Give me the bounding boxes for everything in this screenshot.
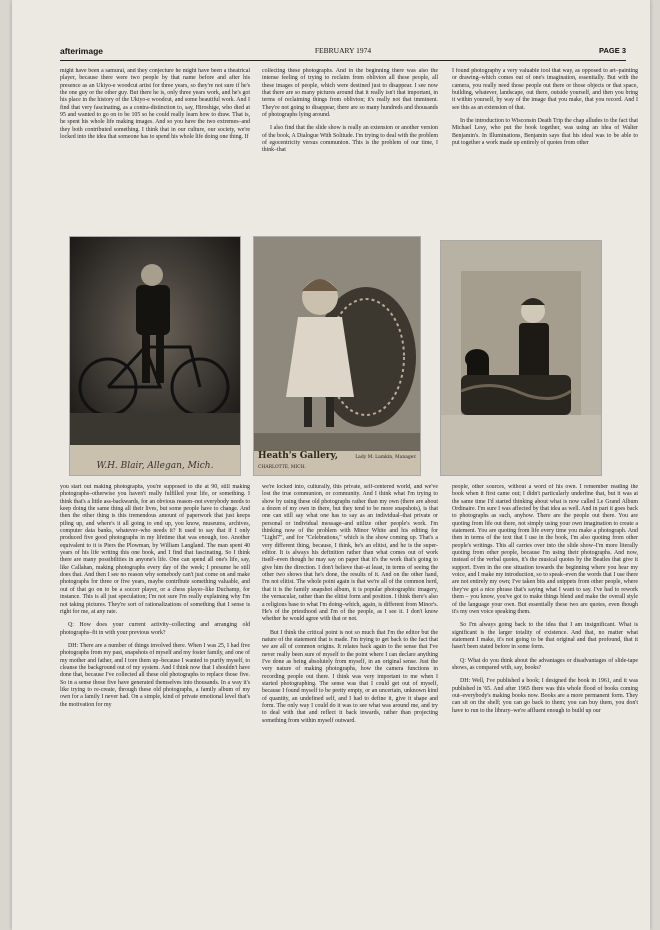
masthead-logo: afterimage <box>60 46 103 56</box>
girl-chair-image <box>254 237 420 451</box>
top-column-1 <box>60 68 250 226</box>
photographer-signature: W.H. Blair, Allegan, Mich. <box>96 461 214 471</box>
studio-name: Heath's Gallery, <box>258 451 339 461</box>
paragraph: But I think the critical point is not so much that I'm the editor but the nature of the statement that is made. I'm trying to get back to the fact that we are all of common origins. It relates back again to the sense that I've never really been sure of myself to the point where I can declare anything I've done as being absolutely from myself, in an original sense. Just the very nature of making photographs, how the camera functions in recording people out there. I think was very important to me when I started photographing. The sense was that I could get out of myself, because I found myself to be pretty empty, or an uncertain, unknown kind of quantity, an undefined self, and I had to define it, give it shape and form. The only way I could do it was to see what was around me, and try to deal with that and reflect it back inwards, rather than projecting something from within myself outward. <box>262 629 438 724</box>
magazine-page <box>12 0 650 930</box>
paragraph: Q: What do you think about the advantages or disadvantages of slide-tape shows, as compared with, say, books? <box>452 657 638 671</box>
photo-print <box>70 237 240 445</box>
photo-print <box>254 237 420 451</box>
page-number: PAGE 3 <box>599 46 626 55</box>
paragraph: DH: Well, I've published a book; I designed the book in 1961, and it was published in '65. And after 1965 there was this whole flood of books coming out–everybody's making books now. Books are a more permanent form. They can sit on the shelf; you can go back to them; you can buy them, you don't have to run to the library–we're affluent enough to build up our <box>452 678 638 714</box>
paragraph: we're locked into, culturally, this private, self-centered world, and we've lost the true communion, or community. And I think what I'm trying to show by using these old photographs rather than my own (there are about a dozen of my own in there, but they tend to be more snapshots), is that one can still say what one has to say as an individual–that private or personal or individual message–and utilize other people's work. I'm thinking now of the problem with Minor White and his editing for "Light7", and for "Celebrations," which is the show coming up. That's a very different thing, because, I think, he's an elitist, and he is the super-editor. It is always his definition rather than what comes out of work itself–even though he may say on paper that it's the work that's going to give him the direction. I don't believe that–at least, in terms of seeing the other two shows that he's done, the results of it. And on the other hand, I'm not elitist. The whole point again is that we're all of the common herd, that it is the family snapshot album, it is popular photographic imagery, the vernacular, rather than the elitist form and position. I think there's also a religious base to what I'm doing–which, again, is different from Minor's. He's of the priesthood and I'm of the people, as I see it. I don't know whether he would agree with that or not. <box>262 484 438 623</box>
paragraph: Q: How does your current activity–collecting and arranging old photographs–fit in with your previous work? <box>60 622 250 636</box>
bottom-column-2 <box>262 484 438 894</box>
paragraph: you start out making photographs, you're supposed to die at 90, still making photographs–otherwise you haven't really fulfilled your life, or something. I think that's a little ass-backwards, for an obvious reason–not everybody needs to keep doing the same thing all their lives, but some people have to change. And then the other thing is this tremendous amount of paperwork that just keeps piling up, and where's it all going to end up, you know, museums, archives, computer data banks, whatever–who needs it? It used to say that if I only produced five good photographs in my lifetime that was enough, too. Another equivalent to it is Piers the Plowman, by William Langland. The man spent 40 years of his life writing this one book, and I find that fascinating. So I think there are many possibilities in anyone's life. One can spend all one's life, say, like Callahan, making photographs every day of the week; I presume he still does that. And then I see no reason why somebody can't just come on and make photographs for three or five years, maybe contribute something valuable, and out of that go on to be a soccer player, or a chess player–like Duchamp, for instance. This is all just speculation; I'm not sure I'm really explaining why I'm not taking pictures. They're sort of rationalizations of something that I sense is right for me, at any rate. <box>60 484 250 615</box>
top-column-3 <box>452 68 638 226</box>
issue-date: FEBRUARY 1974 <box>314 46 372 55</box>
photo-boy-with-dog <box>440 240 602 476</box>
studio-imprint <box>254 451 420 471</box>
page-header <box>60 46 626 60</box>
paragraph: might have been a samurai, and they conjecture he might have been a theatrical player, because there were two people by that name before and after his presence as an Ukiyo-e woodcut artist for three years, so they're not sure if he's the one guy or the other guy. But there he is, only three years work, and he's got his place in the history of the Ukiyo-e woodcut, and some beautiful work. And I find that very fascinating, as a contra-distinction to, say, Hiroshige, who died at 95 and wanted to go on to be 105 so he could really learn how to draw. That is, he spent his whole life making images. And so you have the two extremes–and they both contributed something. I think that in our culture, our society, we're locked into the idea that someone has to spend his whole life doing one thing. If <box>60 68 250 141</box>
bottom-column-3 <box>452 484 638 894</box>
boy-dog-image <box>441 241 601 475</box>
photo-boy-with-bicycle <box>69 236 241 476</box>
paragraph: DH: There are a number of things involved there. When I was 25, I had five photographs from my past, snapshots of myself and my foster family, and one of my mother and father, and I tore them up–because I wanted to purify myself, to cleanse the background out of my system. And I think now that I shouldn't have done that, because I've collected all these old photographs to replace those five. So in a sense those five have generated themselves into thousands. In a way it's like trying to re-create, through these old photographs, a family album of my own for a family I never had. On a simple, kind of private emotional level that's the motivation for my <box>60 642 250 708</box>
paragraph: I also find that the slide show is really an extension or another version of the book, A Dialogue With Solitude. I'm trying to deal with the problem of egocentricity versus communion. This is the problem of our time, I think–that <box>262 125 438 154</box>
bottom-column-1 <box>60 484 250 894</box>
studio-location: Lady M. Lamkin, Manager. CHARLOTTE, MICH. <box>258 455 417 470</box>
paragraph: In the introduction to Wisconsin Death Trip the chap alludes to the fact that Michael Lesy, who put the book together, was using an idea of Walter Benjamin's. In Illuminations, Benjamin says that his ideal was to be able to put together a work made up entirely of quotes from other <box>452 118 638 147</box>
paragraph: I found photography a very valuable tool that way, as opposed to art–painting or drawing–which comes out of one's imagination, essentially. But with the camera, you really need those people out there or those objects or that space, building, whatever, landscape, out there, outside yourself, and then you bring it within yourself, by way of the image that you make, that you record. And I see this as an extension of that. <box>452 68 638 111</box>
paragraph: So I'm always going back to the idea that I am insignificant. What is significant is the larger totality of existence. And that, no matter what statement I make, it's not going to be that original and that profound, that it hasn't been stated before in some form. <box>452 622 638 651</box>
photo-print <box>441 241 601 475</box>
boy-bicycle-image <box>70 237 240 445</box>
paragraph: collecting these photographs. And in the beginning there was also the intense feeling of trying to reclaim from oblivion all these people, all these images of people, which were destined just to disappear. I see now that there are so many pictures around that it really isn't that important, in terms of reclaiming things from oblivion; it's really not that imminent. They're not going to disappear, there are so many hundreds and thousands of photographs lying around. <box>262 68 438 119</box>
top-column-2 <box>262 68 438 226</box>
photo-girl-in-chair <box>253 236 421 476</box>
header-rule <box>60 60 626 61</box>
paragraph: people, other sources, without a word of his own. I remember reading the book when it first came out; I didn't particularly underline that, but it was at the same time I'd started thinking about what is now called Le Grand Album Ordinaire. I'm sure I was affected by that idea as well. And in part it goes back to photographs as such, anyhow. There are the people out there. You are quoting from life out there, not simply using your own imagination to create a statement. You are quoting from life every time you make a photograph. And then in terms of the text that I use in the book, I'm also quoting from other people's writings. This all carries over into the slide show–I'm more literally quoting from other people, because I'm using their photographs. And now, instead of the verbal quotes, it's the musical quotes by the Beatles that give it support. Even in the one situation towards the beginning where you hear my voice, and I make my introduction, so to speak–even the words that I use there are not entirely my own; I've taken bits and snippets from other people, where they've got a nice phrase that's saying what I want to say. I've had to rework them – you know, you've got to make things blend and make the overall style of the language your own. But essentially these two are quotes, even though it's my own voice speaking them. <box>452 484 638 615</box>
